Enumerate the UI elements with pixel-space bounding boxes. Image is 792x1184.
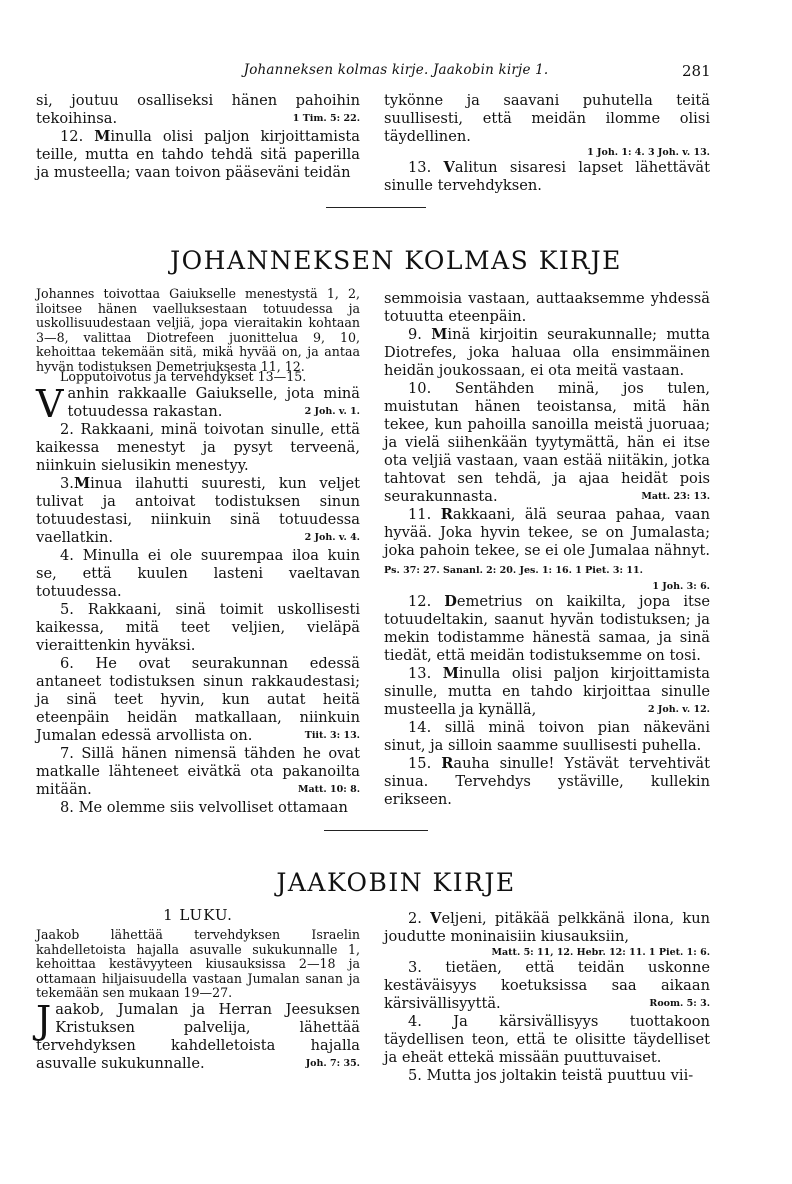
cross-reference: 1 Tim. 5: 22. [292, 113, 360, 124]
chapter-summary-end: Lopputoivotus ja tervehdykset 13—15. [60, 369, 307, 384]
cross-reference: Joh. 7: 35. [305, 1057, 360, 1069]
3john-right-column [384, 290, 710, 809]
verse-5: 5. Rakkaani, sinä toimit uskollisesti kaikessa, mitä teet veljien, vieläpä vieraittenkin hyväksi. [36, 600, 360, 654]
verse-5: 5. Mutta jos joltakin teistä puuttuu vii- [408, 1067, 694, 1084]
top-right-column [384, 92, 710, 195]
section-divider [324, 830, 428, 831]
verse-12: 12. Minulla olisi paljon kirjoittamista teille, mutta en tahdo tehdä sitä paperilla ja musteella; vaan toivon pääseväni teidän [36, 128, 361, 181]
verse-12: 12. Demetrius on kaikilta, jopa itse totuudeltakin, saanut hyvän todistuksen; ja mekin todistamme hänestä samaa, ja sinä tiedät, että meidän todistuksemme on tosi. [384, 593, 710, 664]
verse-11-end: si, joutuu osalliseksi hänen pahoihin tekoihinsa. 1 Tim. 5: 22. [36, 92, 360, 127]
chapter-summary: Jaakob lähettää tervehdyksen Israelin kahdelletoista hajalla asuvalle sukukunnalle 1, kehoittaa kestävyyteen kiusauksissa 2—18 ja ottamaan hiljaisuudella vastaan Jumalan sanan ja tekemään sen mukaan 19—27. [36, 927, 360, 1000]
verse-12-end: tykönne ja saavani puhutella teitä suullisesti, että meidän ilomme olisi täydellinen. [384, 92, 710, 145]
cross-reference: 2 Joh. v. 12. [648, 704, 710, 715]
verse-2: 2. Veljeni, pitäkää pelkkänä ilona, kun joudutte moninaisiin kiusauksiin, [384, 910, 711, 945]
cross-reference: Tiit. 3: 13. [304, 729, 360, 741]
cross-reference: Ps. 37: 27. Sananl. 2: 20. Jes. 1: 16. 1 Piet. 3: 11. [384, 565, 643, 576]
section-divider [326, 207, 426, 208]
verse-8: 8. Me olemme siis velvolliset ottamaan [60, 798, 348, 816]
verse-3: 3.Minua ilahutti suuresti, kun veljet tulivat ja antoivat todistuksen sinun totuudestasi, niinkuin sinä totuudessa vaellatkin. 2 Joh. v. 4. [36, 474, 360, 546]
cross-reference: Room. 5: 3. [649, 998, 710, 1009]
cross-reference: 2 Joh. v. 4. [304, 531, 360, 543]
cross-reference: 1 Joh. 3: 6. [652, 581, 710, 592]
page-number: 281 [682, 62, 711, 80]
verse-15: 15. Rauha sinulle! Ystävät tervehtivät sinua. Tervehdys ystäville, kullekin erikseen. [384, 755, 710, 808]
chapter-summary: Johannes toivottaa Gaiukselle menestystä 1, 2, iloitsee hänen vaelluksestaan totuudessa ja uskollisuudestaan veljiä, jopa vieraitakin kohtaan 3—8, valittaa Diotrefeen juonittelua 9, 10, kehoittaa tekemään sitä, mikä hyvää on, ja antaa hyvän todistuksen Demetriuksesta 11, 12. [36, 286, 360, 374]
cross-reference: 2 Joh. v. 1. [304, 405, 360, 417]
verse-11: 11. Rakkaani, älä seuraa pahaa, vaan hyvää. Joka hyvin tekee, se on Jumalasta; joka pahoin tekee, se ei ole Jumalaa nähnyt. Ps. 37: 27. Sananl. 2: 20. Jes. 1: 16. 1 Piet. 3: 11. [384, 506, 710, 576]
verse-4: 4. Ja kärsivällisyys tuottakoon täydellisen teon, että te olisitte täydelliset ja eheät ettekä missään puuttuvaiset. [384, 1013, 710, 1066]
verse-13: 13. Valitun sisaresi lapset lähettävät sinulle tervehdyksen. [384, 159, 711, 194]
cross-reference: Matt. 23: 13. [641, 491, 710, 502]
verse-7: 7. Sillä hänen nimensä tähden he ovat matkalle lähteneet eivätkä ota pakanoilta mitään. Matt. 10: 8. [36, 744, 360, 798]
verse-6: 6. He ovat seurakunnan edessä antaneet todistuksen sinun rakkaudestasi; ja sinä teet hyvin, kun autat heitä eteenpäin heidän matkallaan, niinkuin Jumalan edessä arvollista on. Tiit. 3: 13. [36, 654, 360, 744]
verse-14: 14. sillä minä toivon pian näkeväni sinut, ja silloin saamme suullisesti puhella. [384, 719, 710, 754]
james-left-column [36, 906, 360, 1073]
verse-10: 10. Sentähden minä, jos tulen, muistutan hänen teoistansa, mitä hän tekee, kun pahoilla sanoilla meistä juoruaa; ja vielä siihenkään tyytymättä, hän ei itse ota veljiä vastaan, vaan estää niitäkin, jotka tahtovat sen tehdä, ja ajaa heidät pois seurakunnasta. Matt. 23: 13. [384, 380, 710, 505]
cross-reference: Matt. 10: 8. [297, 783, 360, 795]
cross-reference: 1 Joh. 1: 4. 3 Joh. v. 13. [587, 147, 710, 158]
james-right-column [384, 910, 710, 1085]
verse-8-end: semmoisia vastaan, auttaaksemme yhdessä totuutta eteenpäin. [384, 290, 710, 325]
running-header: Johanneksen kolmas kirje. Jaakobin kirje 1. [243, 62, 549, 78]
verse-3: 3. tietäen, että teidän uskonne kestäväisyys koetuksissa saa aikaan kärsivällisyyttä. Room. 5: 3. [384, 959, 710, 1012]
chapter-heading: 1 LUKU. [163, 906, 233, 924]
verse-1: Jaakob, Jumalan ja Herran Jeesuksen Kristuksen palvelija, lähettää tervehdyksen kahdelletoista hajalla asuvalle sukukunnalle. Joh. 7: 35. [36, 997, 360, 1072]
drop-cap: J [36, 997, 52, 1042]
verse-4: 4. Minulla ei ole suurempaa iloa kuin se, että kuulen lasteni vaeltavan totuudessa. [36, 546, 360, 600]
verse-2: 2. Rakkaani, minä toivotan sinulle, että kaikessa menestyt ja pysyt terveenä, niinkuin sielusikin menestyy. [36, 420, 360, 474]
cross-reference: Matt. 5: 11, 12. Hebr. 12: 11. 1 Piet. 1: 6. [491, 947, 710, 958]
book-title-james: JAAKOBIN KIRJE [276, 868, 516, 897]
book-title-3-john: JOHANNEKSEN KOLMAS KIRJE [170, 246, 622, 275]
verse-1: Vanhin rakkaalle Gaiukselle, jota minä totuudessa rakastan. 2 Joh. v. 1. [36, 381, 360, 426]
verse-13: 13. Minulla olisi paljon kirjoittamista sinulle, mutta en tahdo kirjoittaa sinulle musteella ja kynällä, 2 Joh. v. 12. [384, 665, 711, 718]
verse-9: 9. Minä kirjoitin seurakunnalle; mutta Diotrefes, joka haluaa olla ensimmäinen heidän joukossaan, ei ota meitä vastaan. [384, 326, 710, 379]
drop-cap: V [36, 381, 64, 426]
3john-left-column [36, 287, 360, 817]
top-left-column [36, 92, 360, 182]
